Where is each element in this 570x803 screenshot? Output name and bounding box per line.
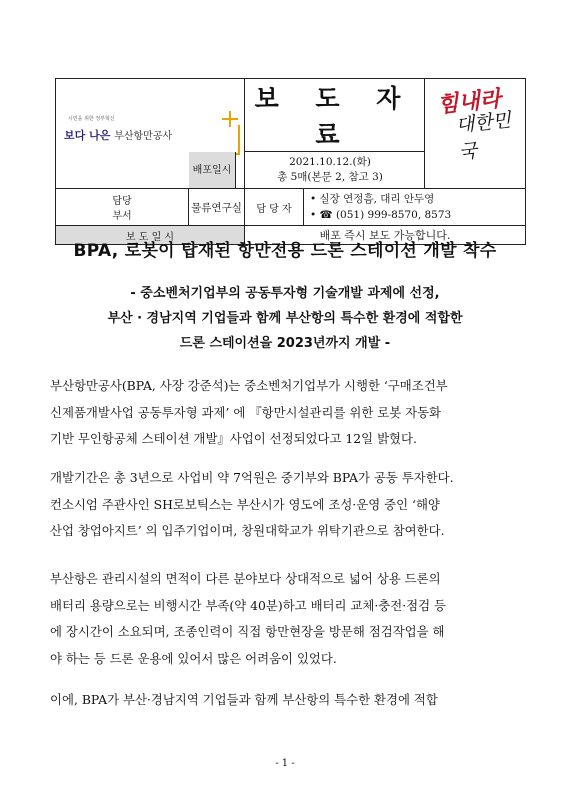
paragraph-line: 부산항만공사(BPA, 사장 강준석)는 중소벤처기업부가 시행한 ‘구매조건부 <box>50 378 448 393</box>
pages-value: 총 5매(본문 2, 참고 3) <box>277 171 383 183</box>
contact-names: • 실장 연정흠, 대리 안두영 <box>310 193 435 205</box>
paragraph-4 <box>50 687 525 714</box>
paragraph-3 <box>50 566 525 672</box>
paragraph-line: 기반 무인항공체 스테이션 개발』사업이 선정되었다고 12일 밝혔다. <box>50 431 417 446</box>
header-table <box>55 78 526 245</box>
paragraph-line: 배터리 용량으로는 비행시간 부족(약 40분)하고 배터리 교체·충전·점검 등 <box>50 597 447 613</box>
subhead-line-3: 드론 스테이션을 2023년까지 개발 - <box>179 336 391 351</box>
document-title: 보 도 자 료 <box>245 79 425 152</box>
slogan-line-1: 힘내라 <box>435 85 503 119</box>
logo-small-text: 시민을 위한 정부혁신 <box>68 115 115 122</box>
report-value: 배포 즉시 보도 가능합니다. <box>245 226 526 245</box>
headline: BPA, 로봇이 탑재된 항만전용 드론 스테이션 개발 착수 <box>73 241 497 261</box>
dept-label: 담당 부서 <box>112 196 132 222</box>
paragraph-2 <box>50 465 525 545</box>
date-value: 2021.10.12.(화) <box>289 156 371 168</box>
paragraph-line: 산업 창업아지트’ 의 입주기업이며, 창원대학교가 위탁기관으로 참여한다. <box>50 523 445 538</box>
subhead-line-1: - 중소벤처기업부의 공동투자형 기술개발 과제에 선정, <box>130 286 440 301</box>
logo-main-b: 부산항만공사 <box>114 130 173 142</box>
slogan-line-2: 대한민국 <box>454 109 512 164</box>
paragraph-line: 야 하는 등 드론 운용에 있어서 많은 어려움이 있었다. <box>50 650 337 666</box>
logo-main-text <box>64 127 172 143</box>
paragraph-line: 에 장시간이 소요되며, 조종인력이 직접 항만현장을 방문해 점검작업을 해 <box>50 624 445 639</box>
dept-value: 물류연구실 <box>189 189 245 226</box>
slogan-logo <box>429 85 529 164</box>
subhead-line-2: 부산 · 경남지역 기업들과 함께 부산항의 특수한 환경에 적합한 <box>107 311 463 326</box>
report-label: 보 도 일 시 <box>56 226 245 245</box>
slogan-cell <box>425 79 526 189</box>
contact-phone: • ☎ (051) 999-8570, 8573 <box>310 209 452 221</box>
paragraph-line: 신제품개발사업 공동투자형 과제’ 에 『항만시설관리를 위한 로봇 자동화 <box>50 404 442 420</box>
paragraph-line: 이에, BPA가 부산·경남지역 기업들과 함께 부산항의 특수한 환경에 적합 <box>50 692 438 707</box>
paragraph-1 <box>50 373 525 453</box>
paragraph-line: 컨소시엄 주관사인 SH로보틱스는 부산시가 영도에 조성·운영 중인 ‘해양 <box>50 496 440 512</box>
person-cell <box>245 189 526 226</box>
date-cell <box>192 152 425 189</box>
bracket-mark-icon <box>228 125 240 155</box>
page-number: - 1 - <box>275 758 295 769</box>
dept-label-cell <box>56 189 189 226</box>
person-label: 담 당 자 <box>245 189 304 225</box>
paragraph-line: 개발기간은 총 3년으로 사업비 약 7억원은 중기부와 BPA가 공동 투자한다. <box>50 470 454 485</box>
logo-main-a: 보다 나은 <box>64 128 111 142</box>
paragraph-line: 부산항은 관리시설의 면적이 다른 분야보다 상대적으로 넓어 상용 드론의 <box>50 571 441 586</box>
date-label: 배포일시 <box>189 152 236 188</box>
